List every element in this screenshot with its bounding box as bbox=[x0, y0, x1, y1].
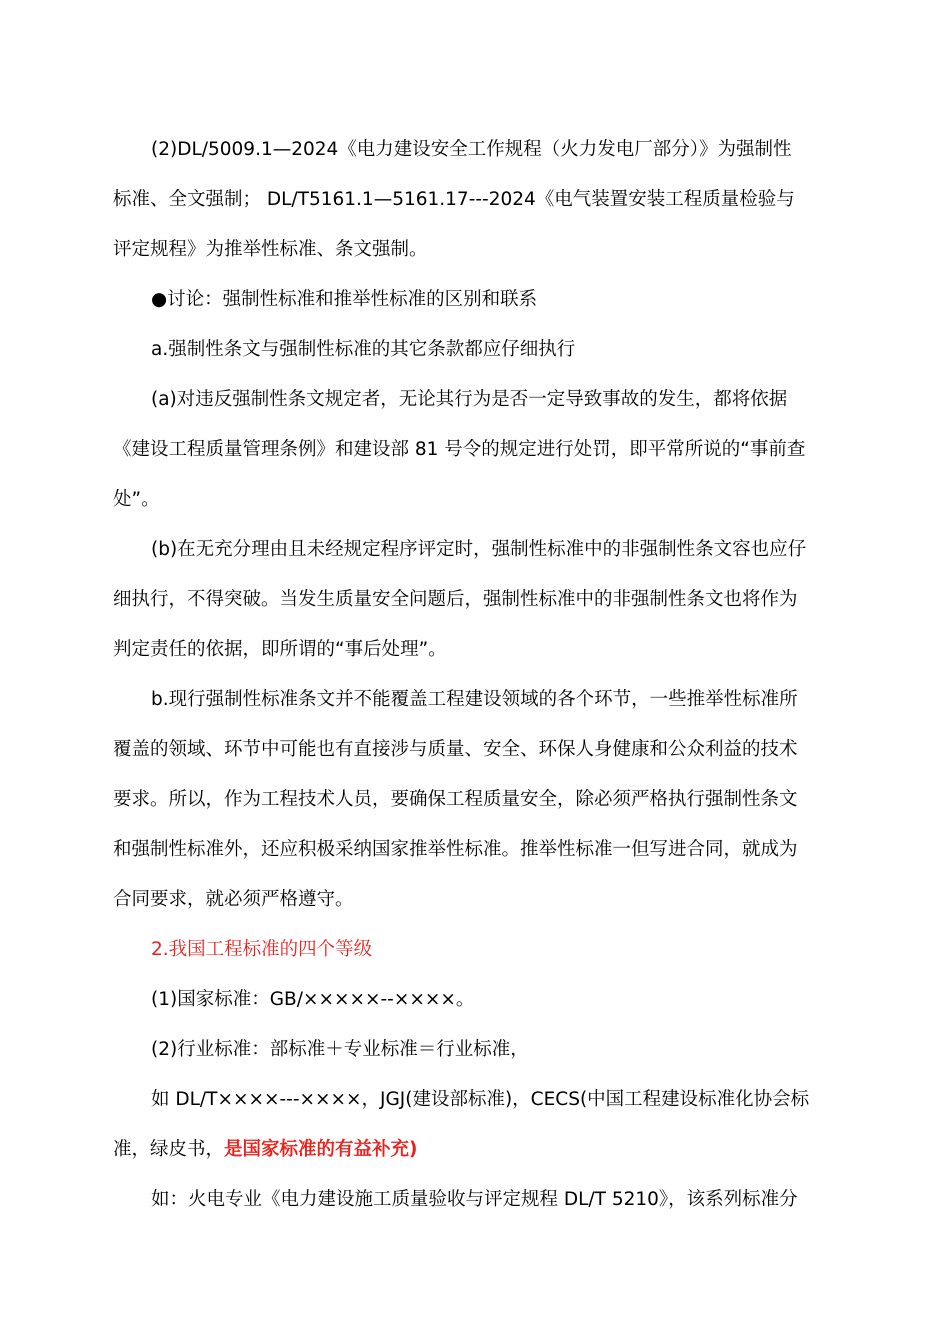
level-national: (1)国家标准：GB/×××××--××××。 bbox=[151, 989, 475, 1010]
point-b-line2: 覆盖的领域、环节中可能也有直接涉与质量、安全、环保人身健康和公众利益的技术 bbox=[113, 739, 798, 760]
example-line2-plain: 准，绿皮书， bbox=[113, 1139, 225, 1160]
sub-a-line3: 处”。 bbox=[113, 489, 160, 510]
point-a: a.强制性条文与强制性标准的其它条款都应仔细执行 bbox=[151, 339, 576, 360]
point-b-line1: b.现行强制性标准条文并不能覆盖工程建设领域的各个环节，一些推举性标准所 bbox=[151, 689, 798, 710]
para1-line2: 标准、全文强制； DL/T5161.1—5161.17---2024《电气装置安装工程质量检验与 bbox=[113, 189, 795, 210]
sub-b-line3: 判定责任的依据，即所谓的“事后处理”。 bbox=[113, 639, 447, 660]
para1-line3: 评定规程》为推举性标准、条文强制。 bbox=[113, 239, 428, 260]
sub-b-line2: 细执行，不得突破。当发生质量安全问题后，强制性标准中的非强制性条文也将作为 bbox=[113, 589, 798, 610]
last-line: 如：火电专业《电力建设施工质量验收与评定规程 DL/T 5210》，该系列标准分 bbox=[151, 1189, 798, 1210]
sub-a-line1: (a)对违反强制性条文规定者，无论其行为是否一定导致事故的发生，都将依据 bbox=[151, 389, 788, 410]
point-b-line3: 要求。所以，作为工程技术人员，要确保工程质量安全，除必须严格执行强制性条文 bbox=[113, 789, 798, 810]
section-heading: 2.我国工程标准的四个等级 bbox=[151, 939, 373, 960]
example-line1: 如 DL/T××××---××××，JGJ(建设部标准)，CECS(中国工程建设标准化协会标 bbox=[151, 1089, 810, 1110]
point-b-line5: 合同要求，就必须严格遵守。 bbox=[113, 889, 354, 910]
discussion-heading: ●讨论：强制性标准和推举性标准的区别和联系 bbox=[151, 289, 538, 310]
para1-line1: (2)DL/5009.1—2024《电力建设安全工作规程（火力发电厂部分）》为强制性 bbox=[151, 139, 792, 160]
example-line2 bbox=[113, 1136, 417, 1164]
sub-b-line1: (b)在无充分理由且未经规定程序评定时，强制性标准中的非强制性条文容也应仔 bbox=[151, 539, 807, 560]
level-industry: (2)行业标准：部标准＋专业标准＝行业标准， bbox=[151, 1039, 529, 1060]
point-b-line4: 和强制性标准外，还应积极采纳国家推举性标准。推举性标准一但写进合同，就成为 bbox=[113, 839, 798, 860]
example-line2-highlight: 是国家标准的有益补充) bbox=[224, 1139, 418, 1160]
sub-a-line2: 《建设工程质量管理条例》和建设部 81 号令的规定进行处罚，即平常所说的“事前查 bbox=[113, 439, 806, 460]
